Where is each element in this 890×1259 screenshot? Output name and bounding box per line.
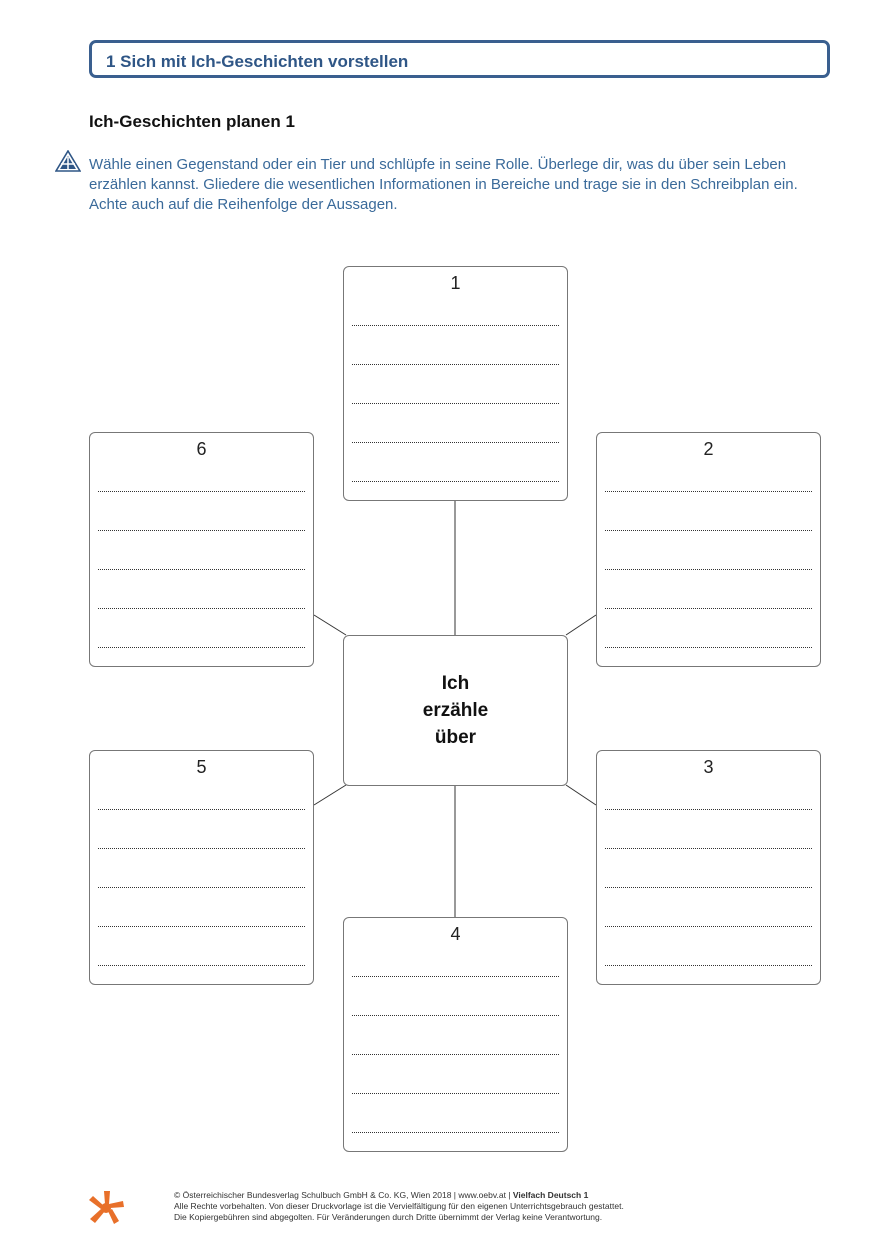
footer-book-title: Vielfach Deutsch 1 (512, 1190, 589, 1200)
writing-line[interactable] (605, 887, 812, 888)
writing-line[interactable] (98, 569, 305, 570)
plan-box-1[interactable] (343, 266, 568, 501)
section-title: Ich-Geschichten planen 1 (89, 112, 295, 131)
writing-line[interactable] (98, 848, 305, 849)
writing-line[interactable] (98, 926, 305, 927)
writing-line[interactable] (352, 1093, 559, 1094)
footer-line: Die Kopiergebühren sind abgegolten. Für Veränderungen durch Dritte übernimmt der Verlag keine Verantwortung. (174, 1212, 603, 1222)
writing-line[interactable] (605, 491, 812, 492)
publisher-logo-icon (87, 1190, 125, 1226)
plan-box-6[interactable] (89, 432, 314, 667)
box-number: 6 (196, 439, 207, 459)
writing-line[interactable] (98, 647, 305, 648)
footer-copyright (174, 1190, 794, 1223)
box-number: 5 (196, 757, 207, 777)
box-number: 4 (450, 924, 461, 944)
writing-line[interactable] (98, 809, 305, 810)
plan-box-4[interactable] (343, 917, 568, 1152)
writing-line[interactable] (605, 926, 812, 927)
writing-line[interactable] (352, 1054, 559, 1055)
center-topic-box[interactable] (343, 635, 568, 786)
writing-line[interactable] (605, 530, 812, 531)
center-line: Ich (441, 673, 470, 694)
writing-line[interactable] (352, 1132, 559, 1133)
plan-box-3[interactable] (596, 750, 821, 985)
center-topic-text (423, 670, 488, 751)
writing-line[interactable] (605, 569, 812, 570)
writing-line[interactable] (352, 403, 559, 404)
plan-box-2[interactable] (596, 432, 821, 667)
writing-line[interactable] (98, 530, 305, 531)
writing-line[interactable] (605, 647, 812, 648)
writing-line[interactable] (605, 848, 812, 849)
chapter-title: 1 Sich mit Ich-Geschichten vorstellen (106, 52, 409, 71)
footer-publisher: © Österreichischer Bundesverlag Schulbuch GmbH & Co. KG, Wien 2018 | www.oebv.at | (174, 1190, 513, 1200)
center-line: über (434, 727, 477, 748)
instruction-line: Achte auch auf die Reihenfolge der Aussagen. (89, 196, 398, 213)
instruction-line: Wähle einen Gegenstand oder ein Tier und schlüpfe in seine Rolle. Überlege dir, was du über sein Leben (89, 156, 787, 173)
writing-line[interactable] (352, 976, 559, 977)
writing-line[interactable] (352, 1015, 559, 1016)
center-line: erzähle (422, 700, 489, 721)
writing-line[interactable] (605, 608, 812, 609)
footer-line: Alle Rechte vorbehalten. Von dieser Druckvorlage ist die Vervielfältigung für den eigenen Unterrichtsgebrauch gestattet. (174, 1201, 624, 1211)
writing-line[interactable] (352, 442, 559, 443)
writing-line[interactable] (352, 364, 559, 365)
instruction-line: erzählen kannst. Gliedere die wesentlichen Informationen in Bereiche und trage sie in den Schreibplan ein. (89, 176, 798, 193)
box-number: 2 (703, 439, 714, 459)
writing-line[interactable] (605, 965, 812, 966)
writing-line[interactable] (98, 887, 305, 888)
writing-line[interactable] (352, 481, 559, 482)
box-number: 1 (450, 273, 461, 293)
footer-line (174, 1190, 794, 1201)
writing-line[interactable] (98, 965, 305, 966)
box-number: 3 (703, 757, 714, 777)
writing-line[interactable] (352, 325, 559, 326)
plan-box-5[interactable] (89, 750, 314, 985)
writing-line[interactable] (605, 809, 812, 810)
writing-line[interactable] (98, 608, 305, 609)
writing-line[interactable] (98, 491, 305, 492)
